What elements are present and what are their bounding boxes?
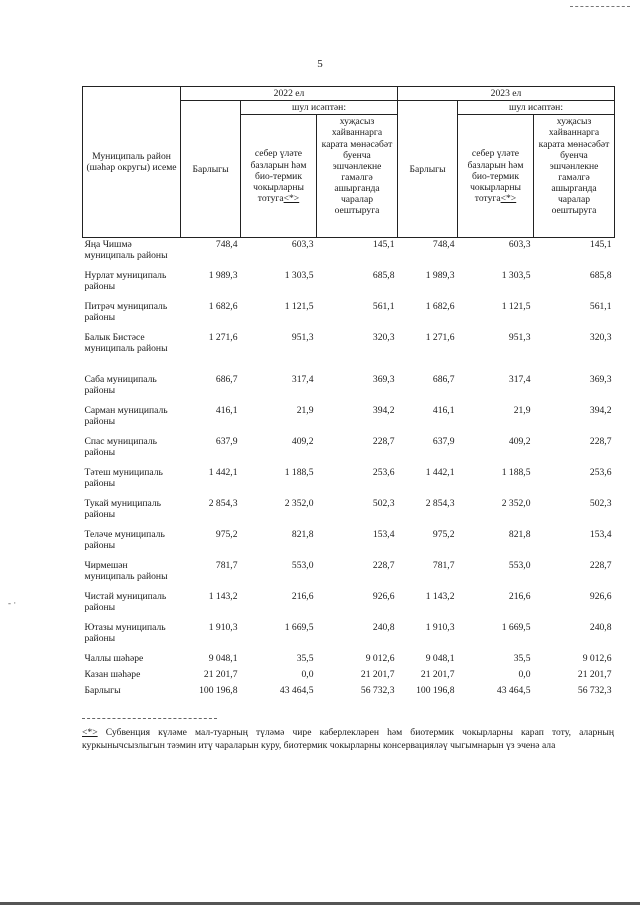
value-cell: 821,8 — [291, 529, 314, 541]
value-cell: 975,2 — [432, 529, 455, 541]
subsidy-header-text: себер үләте базларын һәм био-термик чокырларны тотуга — [467, 148, 524, 204]
value-cell: 951,3 — [291, 332, 314, 344]
value-cell: 502,3 — [589, 498, 612, 510]
value-cell: 1 910,3 — [425, 622, 455, 634]
value-cell: 821,8 — [508, 529, 531, 541]
value-cell: 416,1 — [215, 405, 238, 417]
value-cell: 951,3 — [508, 332, 531, 344]
value-cell: 1 188,5 — [284, 467, 314, 479]
value-cell: 1 682,6 — [425, 301, 455, 313]
subsidy-header-2023 — [458, 115, 534, 238]
value-cell: 228,7 — [589, 560, 612, 572]
district-name: Теләче муниципаль районы — [84, 529, 165, 552]
subvention-table — [82, 86, 615, 701]
value-cell: 9 048,1 — [208, 653, 238, 665]
value-cell: 1 669,5 — [284, 622, 314, 634]
value-cell: 561,1 — [372, 301, 395, 313]
value-cell: 1 682,6 — [208, 301, 238, 313]
table-row — [83, 560, 615, 591]
value-cell: 100 196,8 — [199, 685, 238, 697]
district-name: Питрәч муниципаль районы — [84, 301, 168, 324]
table-row — [83, 270, 615, 301]
district-name: Нурлат муниципаль районы — [84, 270, 167, 293]
district-name: Саба муниципаль районы — [84, 374, 157, 397]
district-name: Спас муниципаль районы — [84, 436, 157, 459]
value-cell: 394,2 — [589, 405, 612, 417]
value-cell: 228,7 — [372, 436, 395, 448]
value-cell: 317,4 — [508, 374, 531, 386]
value-cell: 216,6 — [508, 591, 531, 603]
value-cell: 781,7 — [215, 560, 238, 572]
value-cell: 216,6 — [291, 591, 314, 603]
value-cell: 686,7 — [215, 374, 238, 386]
value-cell: 253,6 — [589, 467, 612, 479]
value-cell: 320,3 — [372, 332, 395, 344]
value-cell: 1 989,3 — [425, 270, 455, 282]
subsidy-header-text: себер үләте базларын һәм био-термик чокырларны тотуга — [250, 148, 307, 204]
district-name: Сарман муниципаль районы — [84, 405, 168, 428]
value-cell: 21 201,7 — [360, 669, 395, 681]
value-cell: 9 012,6 — [582, 653, 612, 665]
value-cell: 0,0 — [301, 669, 314, 681]
value-cell: 1 188,5 — [501, 467, 531, 479]
footnote-link[interactable]: <*> — [500, 192, 517, 204]
value-cell: 926,6 — [589, 591, 612, 603]
table-row — [83, 374, 615, 405]
table-row — [83, 669, 615, 685]
value-cell: 43 464,5 — [279, 685, 314, 697]
value-cell: 686,7 — [432, 374, 455, 386]
value-cell: 975,2 — [215, 529, 238, 541]
value-cell: 1 989,3 — [208, 270, 238, 282]
table-row — [83, 653, 615, 669]
table-row — [83, 529, 615, 560]
value-cell: 1 143,2 — [425, 591, 455, 603]
value-cell: 1 143,2 — [208, 591, 238, 603]
value-cell: 603,3 — [508, 239, 531, 251]
including-header-2023: шул исәптән: — [458, 101, 615, 115]
including-header-2022: шул исәптән: — [241, 101, 398, 115]
table-row — [83, 498, 615, 529]
margin-mark: - · — [8, 598, 17, 608]
footnote-separator — [82, 718, 217, 719]
district-name: Ютазы муниципаль районы — [84, 622, 166, 645]
value-cell: 409,2 — [508, 436, 531, 448]
table-header — [83, 87, 615, 238]
value-cell: 153,4 — [372, 529, 395, 541]
value-cell: 1 121,5 — [501, 301, 531, 313]
value-cell: 637,9 — [432, 436, 455, 448]
value-cell: 409,2 — [291, 436, 314, 448]
value-cell: 685,8 — [372, 270, 395, 282]
total-header-2022: Барлыгы — [181, 101, 241, 238]
district-name: Тукай муниципаль районы — [84, 498, 162, 521]
value-cell: 2 854,3 — [425, 498, 455, 510]
value-cell: 1 442,1 — [208, 467, 238, 479]
name-column-header: Муниципаль район (шәһәр округы) исеме — [83, 87, 181, 238]
district-name: Тәтеш муниципаль районы — [84, 467, 163, 490]
page-number: 5 — [317, 58, 323, 70]
table-body — [83, 238, 615, 702]
value-cell: 21 201,7 — [420, 669, 455, 681]
value-cell: 0,0 — [518, 669, 531, 681]
value-cell: 394,2 — [372, 405, 395, 417]
value-cell: 1 121,5 — [284, 301, 314, 313]
table-row — [83, 332, 615, 374]
value-cell: 100 196,8 — [416, 685, 455, 697]
value-cell: 603,3 — [291, 239, 314, 251]
value-cell: 320,3 — [589, 332, 612, 344]
value-cell: 228,7 — [589, 436, 612, 448]
value-cell: 748,4 — [432, 239, 455, 251]
value-cell: 1 303,5 — [284, 270, 314, 282]
footnote-text: Субвенция күләме мал-туарның түләмә чире каберлекләрен һәм биотермик чокырларны карап тоту, аларның куркынычсызлыгын тәэмин итү чараларын куру, биотермик чокырларны консервацияләү чыгымнарын үз эченә ала — [82, 727, 614, 752]
value-cell: 685,8 — [589, 270, 612, 282]
value-cell: 9 048,1 — [425, 653, 455, 665]
value-cell: 553,0 — [508, 560, 531, 572]
value-cell: 153,4 — [589, 529, 612, 541]
table-row — [83, 301, 615, 332]
table-row — [83, 436, 615, 467]
value-cell: 240,8 — [589, 622, 612, 634]
value-cell: 502,3 — [372, 498, 395, 510]
orphan-animals-header-2023: хуҗасыз хайваннарга карата мөнәсәбәт буенча эшчәнлекне гамәлгә ашырганда чаралар оештыруга — [534, 115, 615, 238]
value-cell: 553,0 — [291, 560, 314, 572]
value-cell: 416,1 — [432, 405, 455, 417]
value-cell: 561,1 — [589, 301, 612, 313]
value-cell: 21,9 — [513, 405, 531, 417]
table-row — [83, 467, 615, 498]
district-name: Чаллы шәһәре — [84, 653, 144, 665]
value-cell: 145,1 — [372, 239, 395, 251]
value-cell: 1 303,5 — [501, 270, 531, 282]
district-name: Чистай муниципаль районы — [84, 591, 167, 614]
table-row — [83, 591, 615, 622]
total-header-2023: Барлыгы — [398, 101, 458, 238]
year-2023-header: 2023 ел — [398, 87, 615, 101]
footnote — [82, 726, 614, 752]
value-cell: 1 271,6 — [425, 332, 455, 344]
district-name: Балык Бистәсе муниципаль районы — [84, 332, 168, 355]
value-cell: 240,8 — [372, 622, 395, 634]
value-cell: 317,4 — [291, 374, 314, 386]
district-name: Казан шәһәре — [84, 669, 141, 681]
value-cell: 781,7 — [432, 560, 455, 572]
district-name: Барлыгы — [84, 685, 121, 697]
district-name: Яңа Чишмә муниципаль районы — [84, 239, 168, 262]
value-cell: 21,9 — [296, 405, 314, 417]
value-cell: 228,7 — [372, 560, 395, 572]
value-cell: 21 201,7 — [203, 669, 238, 681]
value-cell: 35,5 — [513, 653, 531, 665]
value-cell: 9 012,6 — [365, 653, 395, 665]
year-2022-header: 2022 ел — [181, 87, 398, 101]
value-cell: 637,9 — [215, 436, 238, 448]
value-cell: 2 854,3 — [208, 498, 238, 510]
subsidy-header-2022 — [241, 115, 317, 238]
value-cell: 145,1 — [589, 239, 612, 251]
value-cell: 748,4 — [215, 239, 238, 251]
value-cell: 35,5 — [296, 653, 314, 665]
orphan-animals-header-2022: хуҗасыз хайваннарга карата мөнәсәбәт буенча эшчәнлекне гамәлгә ашырганда чаралар оештыруга — [317, 115, 398, 238]
table-row — [83, 685, 615, 701]
value-cell: 2 352,0 — [284, 498, 314, 510]
value-cell: 369,3 — [589, 374, 612, 386]
value-cell: 1 271,6 — [208, 332, 238, 344]
footnote-mark: <*> — [82, 727, 98, 738]
page-edge-mark — [570, 6, 630, 7]
value-cell: 1 669,5 — [501, 622, 531, 634]
table-row — [83, 405, 615, 436]
table-row — [83, 238, 615, 271]
value-cell: 926,6 — [372, 591, 395, 603]
value-cell: 1 910,3 — [208, 622, 238, 634]
value-cell: 369,3 — [372, 374, 395, 386]
value-cell: 56 732,3 — [577, 685, 612, 697]
value-cell: 21 201,7 — [577, 669, 612, 681]
district-name: Чирмешән муниципаль районы — [84, 560, 168, 583]
value-cell: 43 464,5 — [496, 685, 531, 697]
footnote-link[interactable]: <*> — [283, 192, 300, 204]
value-cell: 1 442,1 — [425, 467, 455, 479]
value-cell: 56 732,3 — [360, 685, 395, 697]
table-row — [83, 622, 615, 653]
value-cell: 2 352,0 — [501, 498, 531, 510]
value-cell: 253,6 — [372, 467, 395, 479]
